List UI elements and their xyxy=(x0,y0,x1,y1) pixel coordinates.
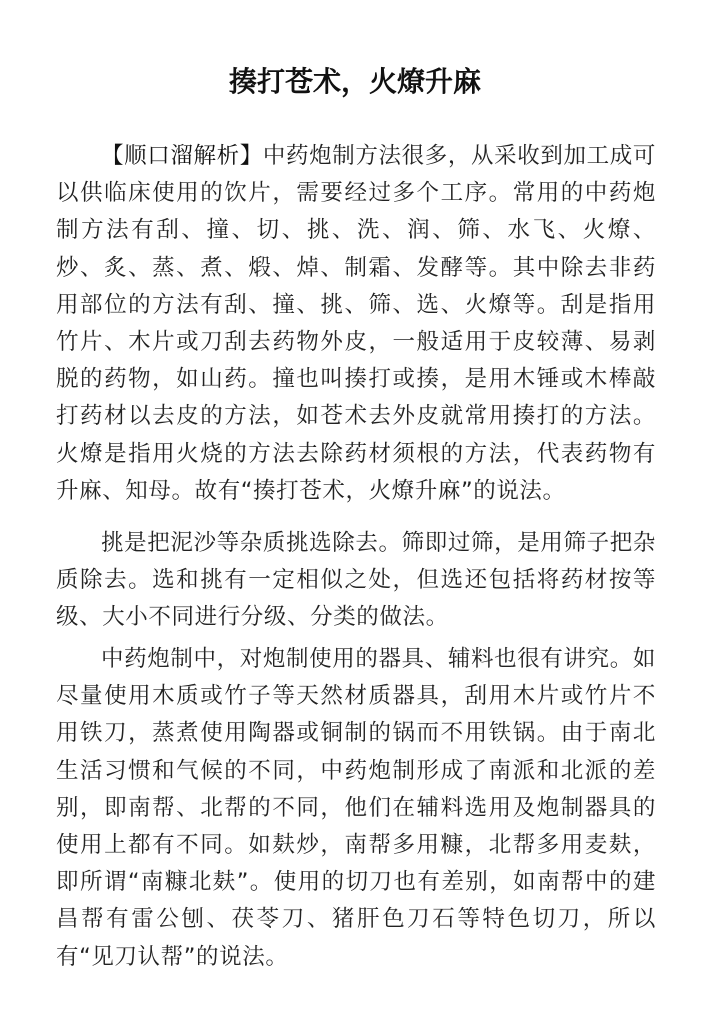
page-title: 揍打苍术，火燎升麻 xyxy=(228,65,481,98)
paragraph-2: 挑是把泥沙等杂质挑选除去。筛即过筛，是用筛子把杂质除去。选和挑有一定相似之处，但选还包括将药材按等级、大小不同进行分级、分类的做法。 xyxy=(56,530,656,631)
paragraph-1 xyxy=(56,138,656,510)
paragraph-3: 中药炮制中，对炮制使用的器具、辅料也很有讲究。如尽量使用木质或竹子等天然材质器具，刮用木片或竹片不用铁刀，蒸煮使用陶器或铜制的锅而不用铁锅。由于南北生活习惯和气候的不同，中药炮制形成了南派和北派的差别，即南帮、北帮的不同，他们在辅料选用及炮制器具的使用上都有不同。如麸炒，南帮多用糠，北帮多用麦麸，即所谓“南糠北麸”。使用的切刀也有差别，如南帮中的建昌帮有雷公刨、茯苓刀、猪肝色刀石等特色切刀，所以有“见刀认帮”的说法。 xyxy=(56,646,656,970)
paragraph-1-text: 中药炮制方法很多，从采收到加工成可以供临床使用的饮片，需要经过多个工序。常用的中药炮制方法有刮、撞、切、挑、洗、润、筛、水飞、火燎、炒、炙、蒸、煮、煅、焯、制霜、发酵等。其中除去非药用部位的方法有刮、撞、挑、筛、选、火燎等。刮是指用竹片、木片或刀刮去药物外皮，一般适用于皮较薄、易剥脱的药物，如山药。撞也叫揍打或揍，是用木锤或木棒敲打药材以去皮的方法，如苍术去外皮就常用揍打的方法。火燎是指用火烧的方法去除药材须根的方法，代表药物有升麻、知母。故有“揍打苍术，火燎升麻”的说法。 xyxy=(56,143,657,504)
section-tag: 【顺口溜解析】 xyxy=(101,143,263,169)
